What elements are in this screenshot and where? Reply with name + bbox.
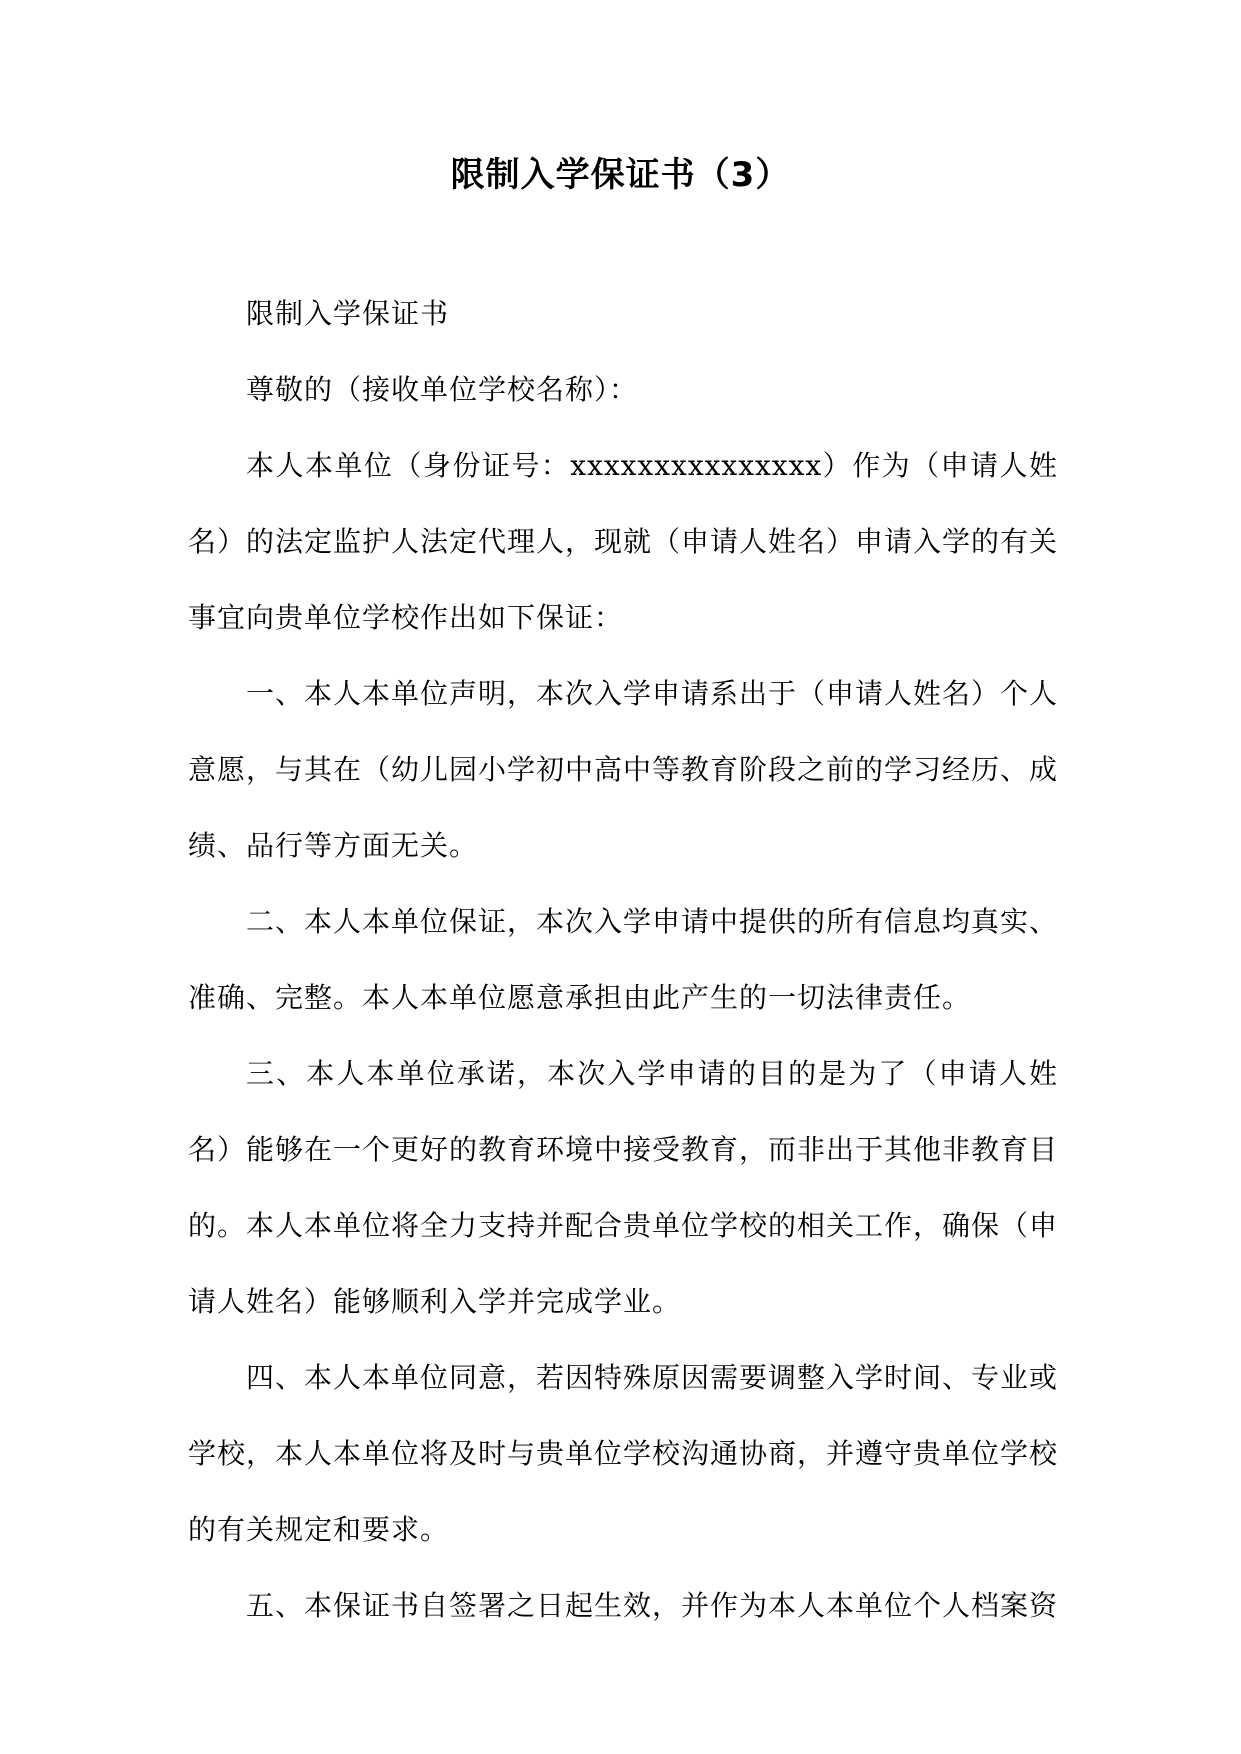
paragraph-clause-1: 一、本人本单位声明，本次入学申请系出于（申请人姓名）个人意愿，与其在（幼儿园小学初中高中等教育阶段之前的学习经历、成绩、品行等方面无关。	[188, 677, 1059, 862]
paragraph-clause-5: 五、本保证书自签署之日起生效，并作为本人本单位个人档案资	[246, 1589, 1059, 1622]
paragraph-clause-4: 四、本人本单位同意，若因特殊原因需要调整入学时间、专业或学校，本人本单位将及时与贵单位学校沟通协商，并遵守贵单位学校的有关规定和要求。	[188, 1361, 1059, 1546]
paragraph-heading: 限制入学保证书	[246, 297, 450, 330]
paragraph-intro: 本人本单位（身份证号：xxxxxxxxxxxxxxx）作为（申请人姓名）的法定监护人法定代理人，现就（申请人姓名）申请入学的有关事宜向贵单位学校作出如下保证：	[188, 449, 1059, 634]
document-body	[188, 276, 1058, 1644]
paragraph-salutation: 尊敬的（接收单位学校名称）：	[246, 373, 639, 406]
paragraph-clause-3: 三、本人本单位承诺，本次入学申请的目的是为了（申请人姓名）能够在一个更好的教育环境中接受教育，而非出于其他非教育目的。本人本单位将全力支持并配合贵单位学校的相关工作，确保（申请人姓名）能够顺利入学并完成学业。	[188, 1057, 1059, 1318]
paragraph-clause-2: 二、本人本单位保证，本次入学申请中提供的所有信息均真实、准确、完整。本人本单位愿意承担由此产生的一切法律责任。	[188, 905, 1059, 1014]
document-title: 限制入学保证书（3）	[450, 155, 791, 195]
